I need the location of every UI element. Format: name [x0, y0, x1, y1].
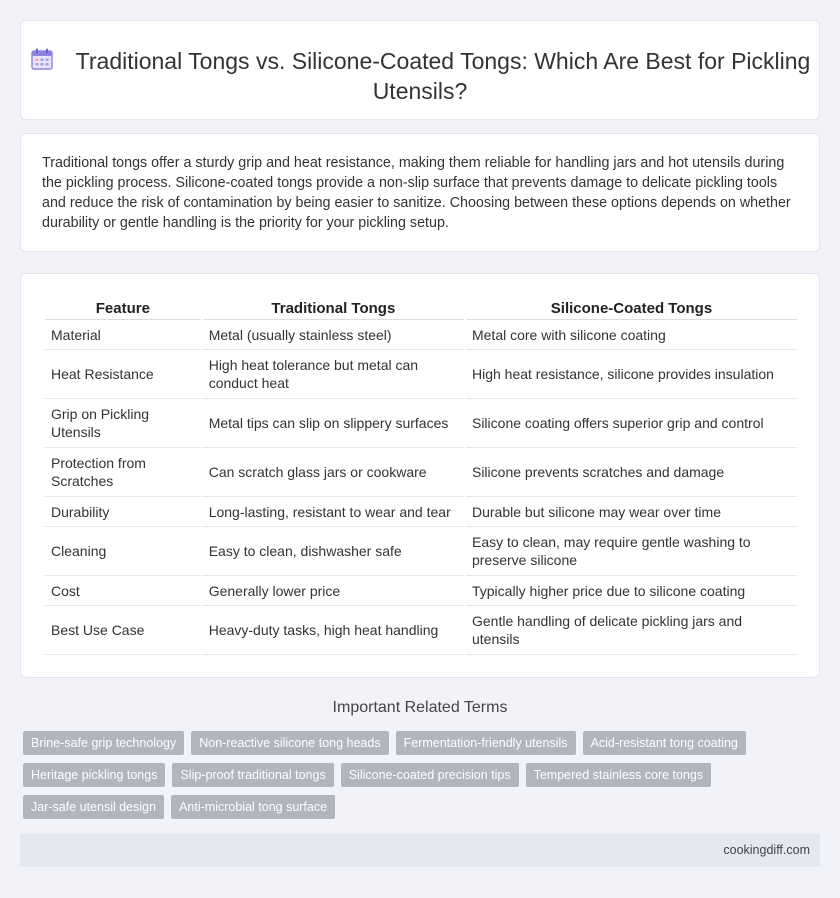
related-terms-tags	[23, 731, 823, 827]
tag-link[interactable]: Jar-safe utensil design	[23, 795, 164, 819]
feature-cell: Protection from Scratches	[45, 448, 201, 497]
traditional-cell: Heavy-duty tasks, high heat handling	[203, 606, 464, 655]
silicone-cell: Metal core with silicone coating	[466, 320, 797, 350]
tag-link[interactable]: Heritage pickling tongs	[23, 763, 165, 787]
tag-link[interactable]: Fermentation-friendly utensils	[396, 731, 576, 755]
footer	[20, 834, 820, 867]
feature-cell: Durability	[45, 497, 201, 527]
header-silicone-coated-tongs: Silicone-Coated Tongs	[466, 296, 797, 320]
table-row	[45, 320, 797, 350]
table-row	[45, 576, 797, 606]
feature-cell: Material	[45, 320, 201, 350]
traditional-cell: Easy to clean, dishwasher safe	[203, 527, 464, 576]
silicone-cell: Silicone prevents scratches and damage	[466, 448, 797, 497]
table-row	[45, 448, 797, 497]
traditional-cell: High heat tolerance but metal can conduct heat	[203, 350, 464, 399]
traditional-cell: Generally lower price	[203, 576, 464, 606]
summary-text: Traditional tongs offer a sturdy grip and heat resistance, making them reliable for handling jars and hot utensils during the pickling process. Silicone-coated tongs provide a non-slip surface that prevents damage to delicate pickling tools and reduce the risk of contamination by being easier to sanitize. Choosing between these options depends on whether durability or gentle handling is the priority for your pickling setup.	[42, 155, 791, 231]
tag-link[interactable]: Slip-proof traditional tongs	[172, 763, 333, 787]
silicone-cell: Easy to clean, may require gentle washing to preserve silicone	[466, 527, 797, 576]
tag-link[interactable]: Acid-resistant tong coating	[583, 731, 746, 755]
tag-link[interactable]: Tempered stainless core tongs	[526, 763, 712, 787]
traditional-cell: Metal (usually stainless steel)	[203, 320, 464, 350]
silicone-cell: High heat resistance, silicone provides insulation	[466, 350, 797, 399]
traditional-cell: Metal tips can slip on slippery surfaces	[203, 399, 464, 448]
tag-link[interactable]: Non-reactive silicone tong heads	[191, 731, 388, 755]
table-row	[45, 606, 797, 655]
calendar-icon	[30, 47, 54, 71]
title-wrap	[21, 46, 819, 106]
traditional-cell: Can scratch glass jars or cookware	[203, 448, 464, 497]
comparison-table	[43, 296, 799, 655]
feature-cell: Cleaning	[45, 527, 201, 576]
table-row	[45, 350, 797, 399]
silicone-cell: Typically higher price due to silicone coating	[466, 576, 797, 606]
summary-card	[20, 133, 820, 252]
tag-link[interactable]: Brine-safe grip technology	[23, 731, 184, 755]
header-feature: Feature	[45, 296, 201, 320]
tag-row	[23, 763, 823, 787]
table-row	[45, 497, 797, 527]
silicone-cell: Durable but silicone may wear over time	[466, 497, 797, 527]
page-title: Traditional Tongs vs. Silicone-Coated Tongs: Which Are Best for Pickling Utensils?	[75, 48, 811, 104]
silicone-cell: Gentle handling of delicate pickling jars and utensils	[466, 606, 797, 655]
comparison-table-card	[20, 273, 820, 678]
feature-cell: Heat Resistance	[45, 350, 201, 399]
table-row	[45, 527, 797, 576]
tag-link[interactable]: Anti-microbial tong surface	[171, 795, 335, 819]
feature-cell: Grip on Pickling Utensils	[45, 399, 201, 448]
title-card	[20, 20, 820, 120]
header-traditional-tongs: Traditional Tongs	[203, 296, 464, 320]
tag-link[interactable]: Silicone-coated precision tips	[341, 763, 519, 787]
feature-cell: Cost	[45, 576, 201, 606]
related-terms-heading: Important Related Terms	[332, 699, 508, 716]
tag-row	[23, 795, 823, 819]
traditional-cell: Long-lasting, resistant to wear and tear	[203, 497, 464, 527]
silicone-cell: Silicone coating offers superior grip and control	[466, 399, 797, 448]
footer-site-link[interactable]: cookingdiff.com	[723, 843, 810, 857]
tag-row	[23, 731, 823, 755]
table-header-row	[45, 296, 797, 320]
table-row	[45, 399, 797, 448]
feature-cell: Best Use Case	[45, 606, 201, 655]
